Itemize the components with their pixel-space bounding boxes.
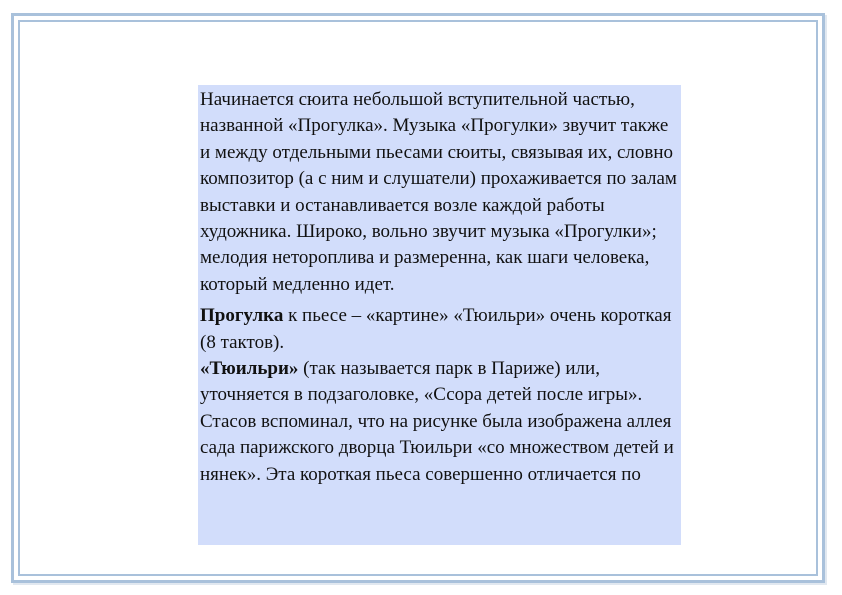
paragraph-intro: Начинается сюита небольшой вступительной частью, названной «Прогулка». Музыка «Прогулки» звучит также и между отдельными пьесами сюиты, связывая их, словно композитор (а с ним и слушатели) прохаживается по залам выставки и останавливается возле каждой работы художника. Широко, вольно звучит музыка «Прогулки»; мелодия нетороплива и размеренна, как шаги человека, который медленно идет. [200,89,677,295]
paragraph-progulka [200,303,681,356]
paragraph-tuileries-text: (так называется парк в Париже) или, уточняется в подзаголовке, «Ссора детей после игры». Стасов вспоминал, что на рисунке была изображена аллея сада парижского дворца Тюильри «со множеством детей и нянек». Эта короткая пьеса совершенно отличается по [200,358,674,485]
term-progulka: Прогулка [200,305,284,327]
paragraph-tuileries [200,356,681,488]
text-box [198,85,681,545]
paragraph-progulka-text: к пьесе – «картине» «Тюильри» очень короткая (8 тактов). [200,305,672,353]
term-tuileries: «Тюильри» [200,358,299,380]
